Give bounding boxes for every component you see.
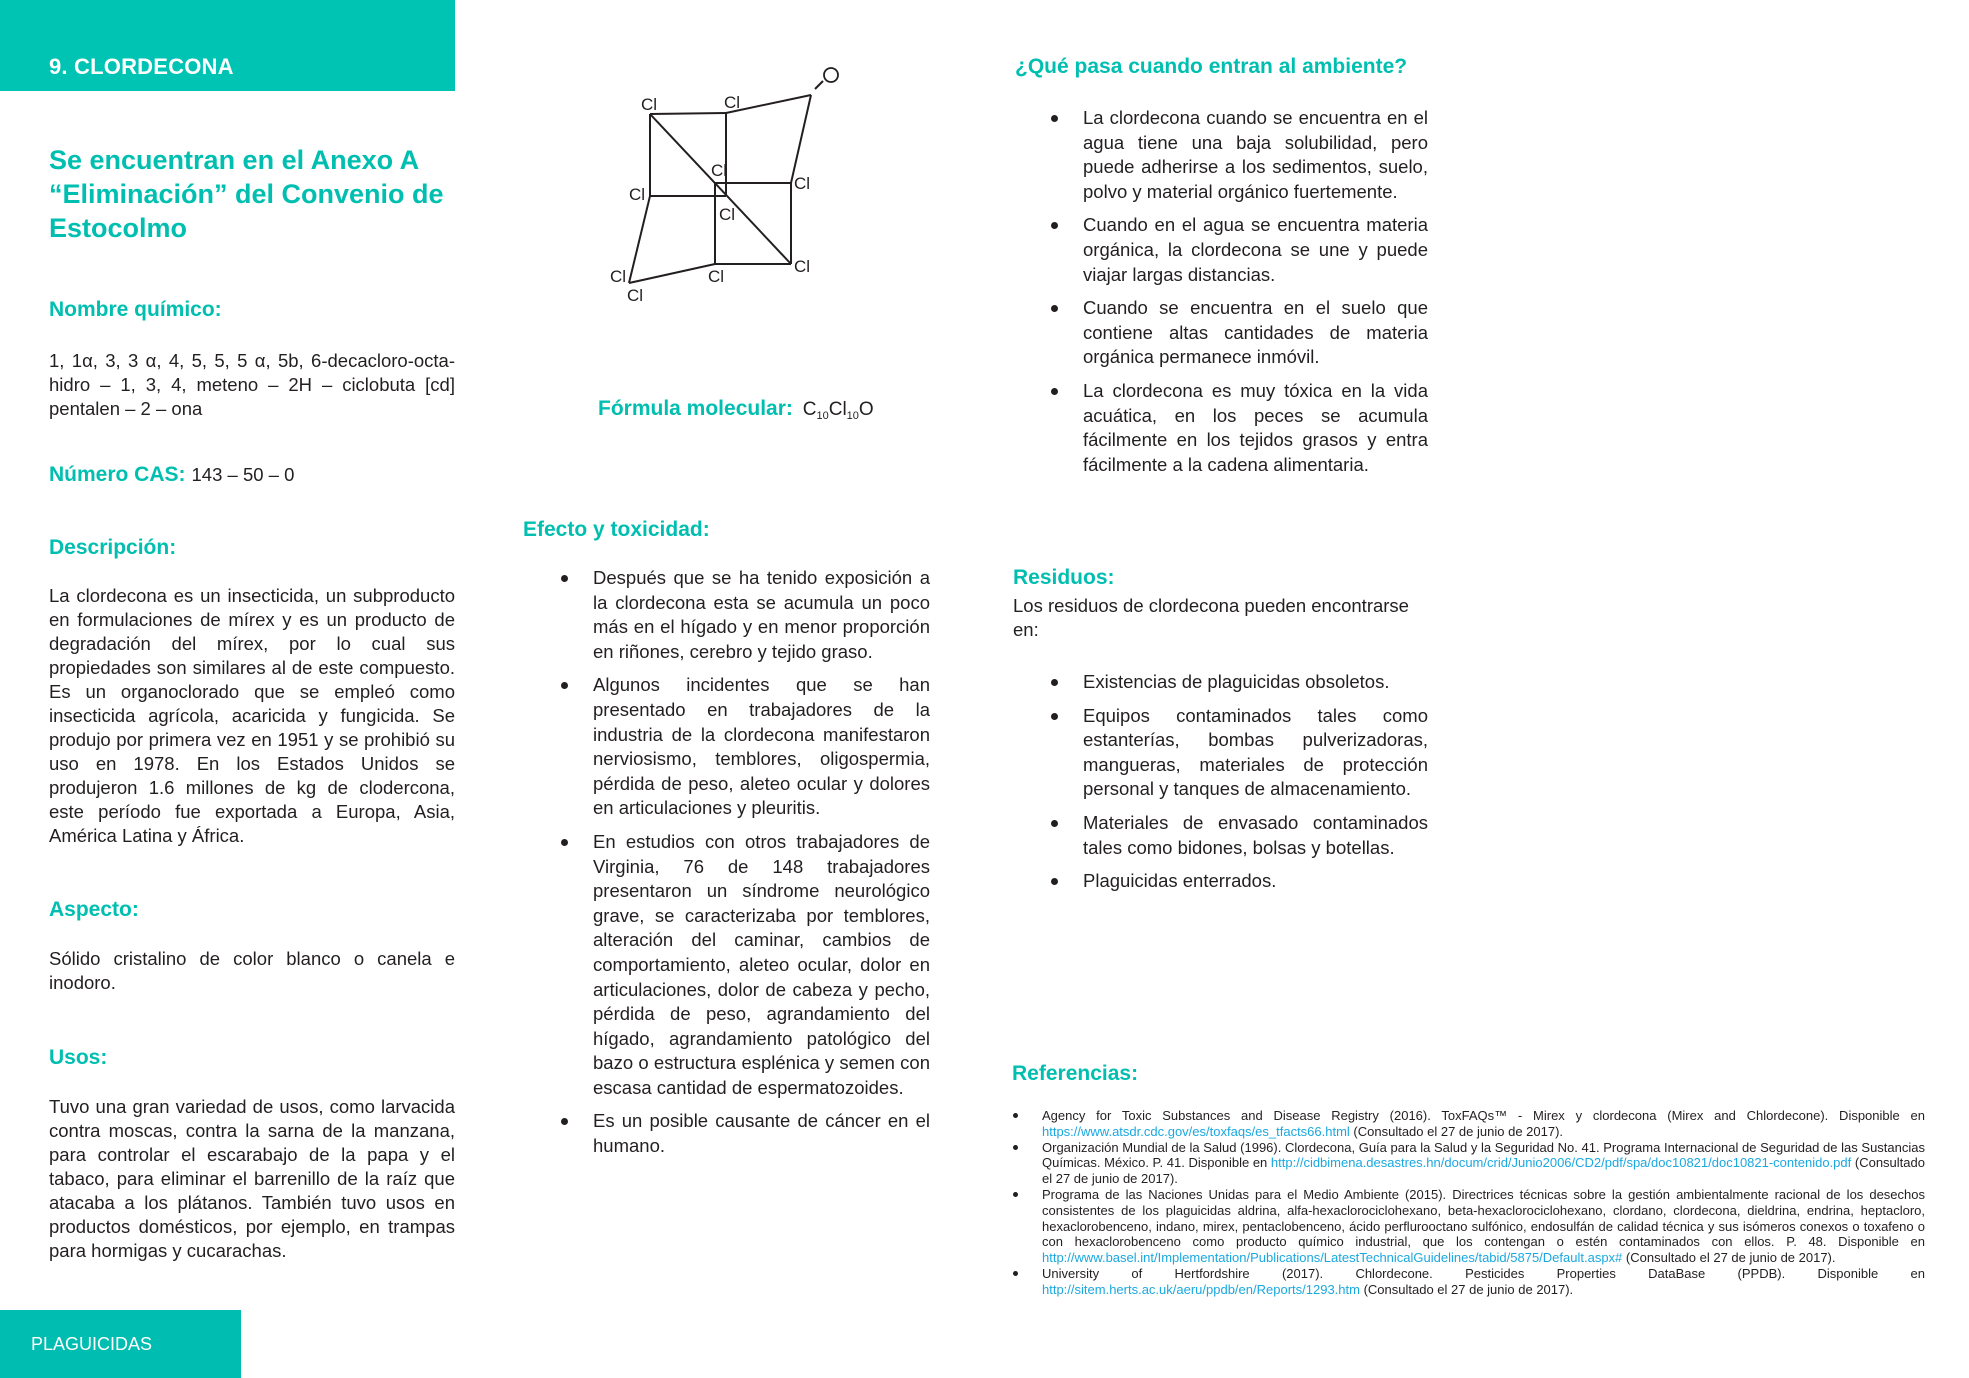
list-item-text: Materiales de envasado contaminados tales como bidones, bolsas y botellas. [1083, 811, 1428, 858]
list-item-text: Plaguicidas enterrados. [1083, 870, 1277, 892]
list-item [1083, 811, 1428, 860]
bullet-icon [561, 575, 568, 582]
list-item-text: Equipos contaminados tales como estanterías, bombas pulverizadoras, mangueras, materiales de protección personal y tanques de almacenamiento. [1083, 704, 1428, 800]
reference-item [1042, 1108, 1925, 1140]
reference-link[interactable]: http://sitem.herts.ac.uk/aeru/ppdb/en/Reports/1293.htm [1042, 1281, 1360, 1297]
reference-text: (Consultado el 27 de junio de 2017). [1622, 1250, 1836, 1266]
reference-text: Organización Mundial de la Salud (1996). Clordecona, Guía para la Salud y la Seguridad No. 41. Programa Internacional de Seguridad de las Sustancias Químicas. México. P. 41. Disponible en [1042, 1139, 1925, 1171]
bullet-icon [561, 1118, 568, 1125]
page-title: Se encuentran en el Anexo A “Eliminación” del Convenio de Estocolmo [49, 145, 444, 243]
reference-item [1042, 1187, 1925, 1266]
formula-element: Cl [828, 399, 847, 420]
cas-number-heading: Número CAS: [49, 463, 186, 486]
chemical-name-text: 1, 1α, 3, 3 α, 4, 5, 5, 5 α, 5b, 6-decacloro-octa-hidro – 1, 3, 4, meteno – 2H – ciclobuta [cd] pentalen – 2 – ona [49, 350, 455, 419]
list-item-text: Existencias de plaguicidas obsoletos. [1083, 671, 1390, 692]
cas-number-value: 143 – 50 – 0 [191, 464, 295, 485]
list-item [1083, 704, 1428, 802]
atom-label: Cl [708, 267, 725, 286]
list-item [1083, 106, 1428, 204]
list-item [1083, 869, 1428, 894]
references-list [1042, 1108, 1925, 1298]
molecular-formula-label: Fórmula molecular: [598, 397, 793, 420]
effects-list [593, 566, 930, 1168]
bond [629, 196, 650, 283]
bond [815, 81, 823, 89]
list-item-text: Cuando en el agua se encuentra materia orgánica, la clordecona se une y puede viajar largas distancias. [1083, 214, 1428, 285]
list-item [1083, 379, 1428, 477]
bullet-icon [1013, 1271, 1018, 1276]
atom-label: Cl [641, 95, 658, 114]
list-item-text: Es un posible causante de cáncer en el humano. [593, 1110, 930, 1157]
list-item-text: Después que se ha tenido exposición a la clordecona esta se acumula un poco más en el hígado y en menor proporción en riñones, cerebro y tejido graso. [593, 567, 930, 662]
list-item [593, 1109, 930, 1158]
bullet-icon [1051, 713, 1058, 720]
footer-category-label: PLAGUICIDAS [31, 1334, 153, 1354]
description-text: La clordecona es un insecticida, un subproducto en formulaciones de mírex y es un producto de degradación del mírex, por lo cual sus propiedades son similares al de este compuesto. Es un organoclorado que se empleó como insecticida agrícola, acaricida y fungicida. Se produjo por primera vez en 1951 y se prohibió su uso en 1978. En los Estados Unidos se produjeron 1.6 millones de kg de clodercona, este período fue exportada a Europa, Asia, América Latina y África. [49, 585, 455, 846]
bullet-icon [1013, 1192, 1018, 1197]
list-item [1083, 296, 1428, 370]
list-item-text: Cuando se encuentra en el suelo que contiene altas cantidades de materia orgánica permanece inmóvil. [1083, 297, 1428, 368]
list-item-text: En estudios con otros trabajadores de Virginia, 76 de 148 trabajadores presentaron un síndrome neurológico grave, se caracterizaba por temblores, alteración del caminar, cambios de comportamiento, aleteo ocular, dolor en articulaciones, dolor de cabeza y pecho, pérdida de peso, agrandamiento del hígado, agrandamiento patológico del bazo o estructura esplénica y semen con escasa cantidad de espermatozoides. [593, 830, 930, 1098]
environment-list [1083, 106, 1428, 486]
atom-label: Cl [794, 174, 811, 193]
atom-label: Cl [629, 185, 646, 204]
environment-heading: ¿Qué pasa cuando entran al ambiente? [1015, 55, 1408, 78]
uses-heading: Usos: [49, 1046, 108, 1069]
reference-link[interactable]: http://www.basel.int/Implementation/Publications/LatestTechnicalGuidelines/tabid/5875/Default.aspx# [1042, 1250, 1623, 1266]
bond [629, 264, 715, 283]
reference-text: (Consultado el 27 de junio de 2017). [1349, 1123, 1564, 1139]
molecular-formula-value [803, 399, 874, 420]
reference-text: (Consultado el 27 de junio de 2017). [1359, 1281, 1574, 1297]
residues-intro: Los residuos de clordecona pueden encontrarse en: [1013, 595, 1409, 640]
bullet-icon [1051, 878, 1058, 885]
appearance-text: Sólido cristalino de color blanco o canela e inodoro. [49, 948, 455, 993]
list-item [593, 566, 930, 664]
list-item-text: La clordecona cuando se encuentra en el agua tiene una baja solubilidad, pero puede adherirse a los sedimentos, suelo, polvo y material orgánico fuertemente. [1083, 107, 1428, 202]
atom-label: Cl [610, 267, 627, 286]
residues-heading: Residuos: [1013, 566, 1115, 589]
list-item [1083, 213, 1428, 287]
reference-text: Agency for Toxic Substances and Disease Registry (2016). ToxFAQs™ - Mirex y clordecona (Mirex and Chlordecone). Disponible en [1042, 1108, 1925, 1123]
appearance-heading: Aspecto: [49, 898, 139, 921]
residues-list [1083, 670, 1428, 903]
formula-subscript: 10 [846, 410, 859, 422]
section-header-bar [0, 0, 455, 91]
bullet-icon [1051, 820, 1058, 827]
bullet-icon [1051, 679, 1058, 686]
bullet-icon [1051, 305, 1058, 312]
list-item-text: Algunos incidentes que se han presentado en trabajadores de la industria de la clordecona manifestaron nerviosismo, temblores, oligospermia, pérdida de peso, aleteo ocular y dolores en articulaciones y pleuritis. [593, 674, 930, 819]
bond [791, 95, 811, 183]
bullet-icon [1013, 1145, 1018, 1150]
reference-text: University of Hertfordshire (2017). Chlordecone. Pesticides Properties DataBase (PPDB). Disponible en [1042, 1265, 1925, 1281]
reference-text: (Consultado el 27 de junio de 2017). [1042, 1155, 1925, 1187]
atom-label: Cl [627, 286, 644, 305]
bullet-icon [1051, 222, 1058, 229]
list-item [1083, 670, 1428, 695]
chemical-structure-diagram [600, 50, 860, 320]
reference-link[interactable]: http://cidbimena.desastres.hn/docum/crid/Junio2006/CD2/pdf/spa/doc10821/doc10821-contenido.pdf [1270, 1155, 1852, 1171]
oxygen-atom-icon [824, 68, 838, 82]
list-item [593, 673, 930, 821]
cas-number-row [49, 463, 469, 487]
description-heading: Descripción: [49, 536, 177, 559]
list-item [593, 830, 930, 1101]
chemical-name-heading: Nombre químico: [49, 298, 222, 321]
section-title: 9. CLORDECONA [49, 54, 234, 79]
effects-heading: Efecto y toxicidad: [523, 518, 710, 541]
molecular-formula [598, 397, 874, 422]
formula-element: O [858, 399, 874, 420]
atom-label: Cl [711, 161, 728, 180]
atom-label: Cl [724, 93, 741, 112]
reference-text: Programa de las Naciones Unidas para el Medio Ambiente (2015). Directrices técnicas sobre la gestión ambientalmente racional de los desechos consistentes de los plaguicidas aldrina, alfa-hexaclorociclohexano, beta-hexaclorociclohexano, clordano, clordecona, dieldrina, endrina, heptacloro, hexaclorobenceno, indano, mirex, pentaclobenceno, ácido perflurooctano sulfónico, endosulfán de calidad técnica y sus isómeros conexos o toxafeno o con hexaclorobenceno como producto químico industrial, que los contengan o estén contaminados con ellos. P. 48. Disponible en [1042, 1186, 1925, 1250]
reference-item [1042, 1140, 1925, 1187]
formula-element: C [802, 399, 817, 420]
atom-label: Cl [719, 205, 736, 224]
bullet-icon [561, 682, 568, 689]
footer-category-bar [0, 1310, 241, 1378]
reference-item [1042, 1266, 1925, 1298]
formula-subscript: 10 [816, 410, 829, 422]
bullet-icon [1051, 115, 1058, 122]
bullet-icon [1013, 1113, 1018, 1118]
bond [650, 114, 791, 264]
references-heading: Referencias: [1012, 1062, 1139, 1085]
list-item-text: La clordecona es muy tóxica en la vida acuática, en los peces se acumula fácilmente en los tejidos grasos y entra fácilmente a la cadena alimentaria. [1083, 379, 1428, 475]
bullet-icon [1051, 388, 1058, 395]
bullet-icon [561, 839, 568, 846]
atom-label: Cl [794, 257, 811, 276]
reference-link[interactable]: https://www.atsdr.cdc.gov/es/toxfaqs/es_tfacts66.html [1042, 1123, 1350, 1139]
bond [650, 113, 726, 114]
uses-text: Tuvo una gran variedad de usos, como larvacida contra moscas, contra la sarna de la manzana, para controlar el escarabajo de la papa y el tabaco, para eliminar el barrenillo de la raíz que atacaba a los plátanos. También tuvo usos en productos domésticos, por ejemplo, en trampas para hormigas y cucarachas. [49, 1096, 455, 1261]
